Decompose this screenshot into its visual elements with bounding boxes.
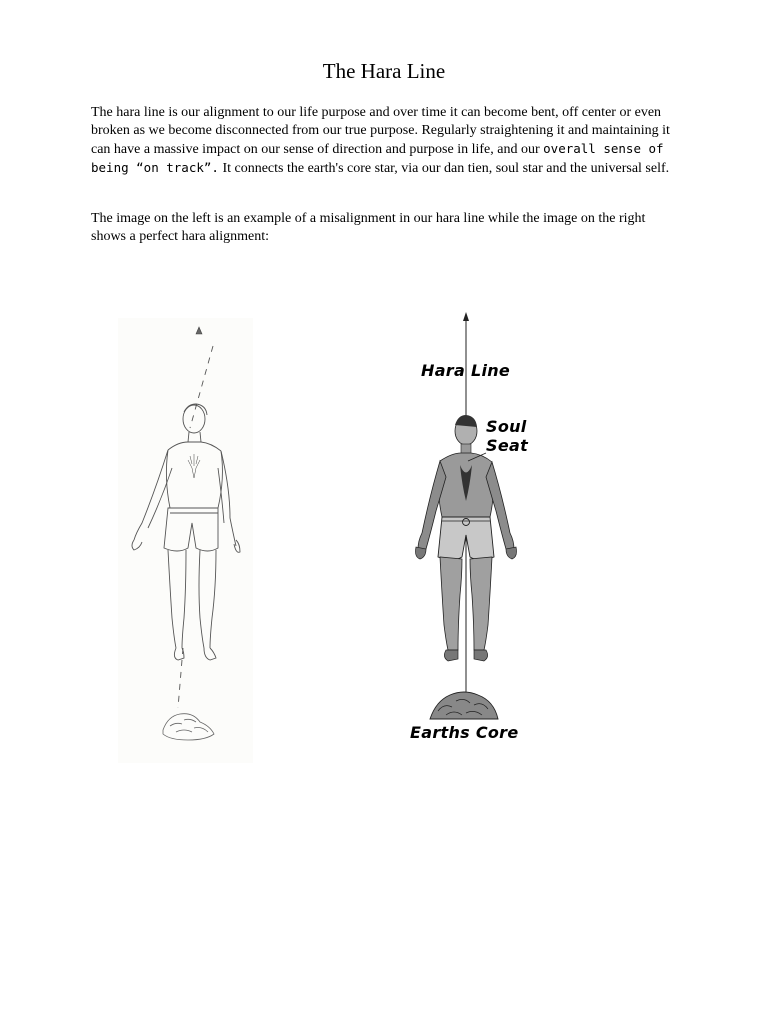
- figure-description-paragraph: The image on the left is an example of a misalignment in our hara line while the image on the right shows a perfect hara alignment:: [91, 211, 646, 244]
- earths-core-label: Earths Core: [410, 723, 519, 742]
- intro-paragraph: [91, 104, 671, 178]
- intro-text-end: It connects the earth's core star, via our dan tien, soul star and the universal self.: [218, 161, 670, 176]
- soul-seat-label-line2: Seat: [486, 436, 529, 455]
- right-earth-core-mound: [430, 692, 498, 719]
- left-figure-background: [118, 318, 253, 763]
- hara-line-label: Hara Line: [421, 361, 511, 380]
- intro-text-start: The hara line is our alignment to our life purpose and over time it can become bent, off center or even broken as we become disconnected from our true purpose. Regularly straightening it and maintaining it can have a massive impact on our sense of direction and purpose in life, and our: [91, 105, 670, 157]
- page-title: The Hara Line: [322, 59, 446, 83]
- soul-seat-label-line1: Soul: [486, 417, 527, 436]
- misaligned-hara-figure: [118, 318, 253, 763]
- intro-mono-text: overall sense of being “on track”.: [91, 141, 664, 175]
